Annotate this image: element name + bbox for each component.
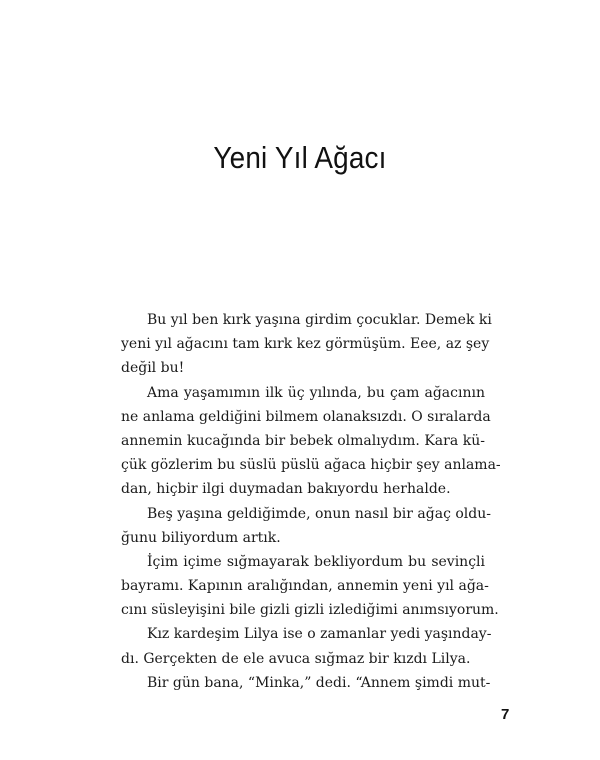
text-line: Kız kardeşim Lilya ise o zamanlar yedi yaşınday- xyxy=(147,626,492,643)
text-line: cını süsleyişini bile gizli gizli izlediğimi anımsıyorum. xyxy=(121,602,499,619)
text-line: yeni yıl ağacını tam kırk kez görmüşüm. Eee, az şey xyxy=(121,336,490,353)
text-line: annemin kucağında bir bebek olmalıydım. Kara kü- xyxy=(121,432,485,449)
text-line: İçim içime sığmayarak bekliyordum bu sevinçli xyxy=(147,553,485,570)
text-line: ğunu biliyordum artık. xyxy=(121,529,281,546)
text-line: ne anlama geldiğini bilmem olanaksızdı. O sıralarda xyxy=(121,408,491,425)
paragraph-1 xyxy=(121,308,492,381)
paragraph-6 xyxy=(121,671,491,695)
text-line: çük gözlerim bu süslü püslü ağaca hiçbir şey anlama- xyxy=(121,457,501,474)
text-line: Ama yaşamımın ilk üç yılında, bu çam ağacının xyxy=(147,384,485,401)
paragraph-2 xyxy=(121,381,501,502)
text-line: Beş yaşına geldiğimde, onun nasıl bir ağaç oldu- xyxy=(147,505,491,522)
paragraph-3 xyxy=(121,502,491,550)
chapter-title: Yeni Yıl Ağacı xyxy=(213,140,387,175)
text-line: değil bu! xyxy=(121,360,185,377)
text-line: bayramı. Kapının aralığından, annemin yeni yıl ağa- xyxy=(121,578,489,595)
body-text xyxy=(121,308,501,695)
text-line: dı. Gerçekten de ele avuca sığmaz bir kızdı Lilya. xyxy=(121,650,471,667)
paragraph-5 xyxy=(121,622,492,670)
text-line: Bu yıl ben kırk yaşına girdim çocuklar. Demek ki xyxy=(147,312,492,328)
page-number: 7 xyxy=(501,706,510,723)
text-line: Bir gün bana, “Minka,” dedi. “Annem şimdi mut- xyxy=(147,674,491,691)
paragraph-4 xyxy=(121,550,499,623)
text-line: dan, hiçbir ilgi duymadan bakıyordu herhalde. xyxy=(121,481,451,498)
